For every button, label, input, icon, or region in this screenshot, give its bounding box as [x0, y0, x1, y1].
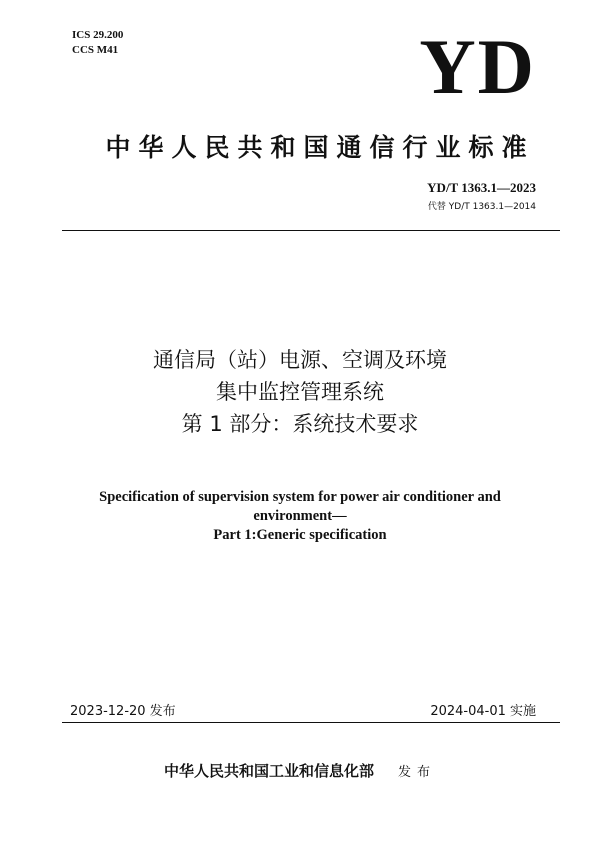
- publisher-line: [0, 760, 600, 781]
- yd-logo: YD: [419, 23, 536, 110]
- english-title-line-2: environment—: [253, 508, 347, 524]
- standard-category: 中华人民共和国通信行业标准: [105, 133, 535, 162]
- top-divider: [62, 230, 560, 231]
- chinese-title-line-2: 集中监控管理系统: [216, 380, 384, 404]
- chinese-title-line-3: 第 1 部分：系统技术要求: [181, 412, 419, 436]
- implementation-date: 2024-04-01 实施: [430, 704, 536, 719]
- release-label: 发布: [398, 765, 437, 780]
- ccs-code: CCS M41: [72, 44, 119, 56]
- english-title-line-1: Specification of supervision system for power air conditioner and: [99, 489, 501, 505]
- publisher-name: 中华人民共和国工业和信息化部: [163, 762, 374, 780]
- ics-code: ICS 29.200: [72, 29, 124, 41]
- supersedes-note: 代替 YD/T 1363.1—2014: [427, 202, 536, 212]
- english-title: [40, 488, 560, 545]
- standard-number: YD/T 1363.1—2023: [427, 180, 536, 195]
- chinese-title-line-1: 通信局（站）电源、空调及环境: [153, 348, 447, 372]
- chinese-title: [40, 344, 560, 440]
- classification-codes: [72, 28, 123, 58]
- issue-date: 2023-12-20 发布: [70, 704, 176, 719]
- bottom-divider: [62, 722, 560, 723]
- english-title-line-3: Part 1:Generic specification: [213, 527, 387, 543]
